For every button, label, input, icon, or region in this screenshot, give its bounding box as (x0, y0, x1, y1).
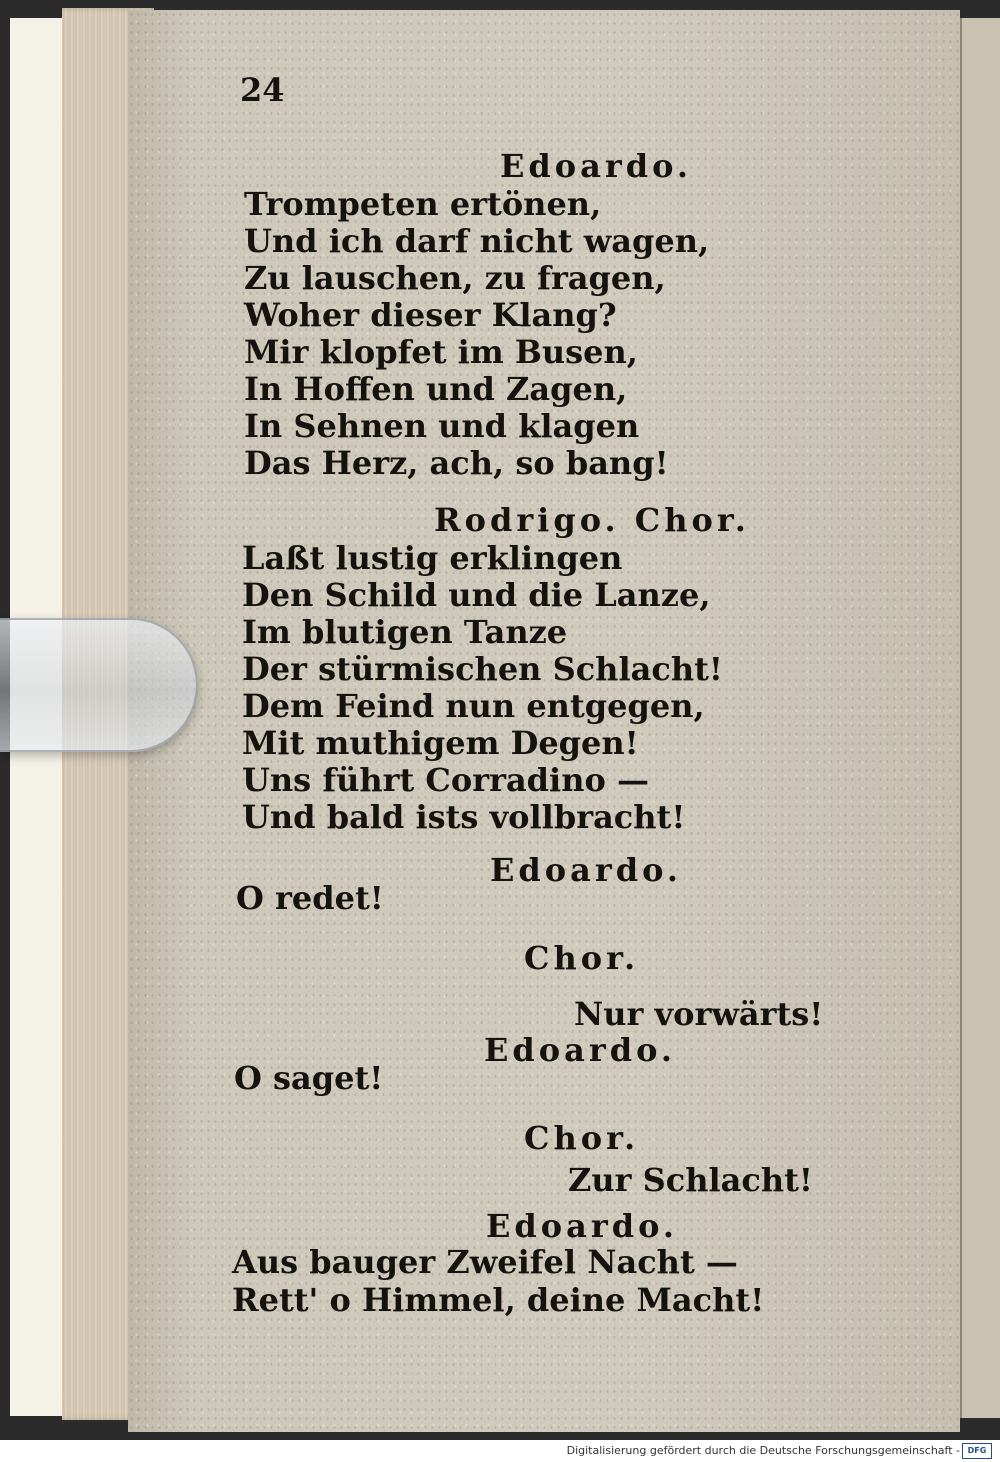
verse-line: Trompeten ertönen, (244, 185, 602, 223)
speaker-label: Edoardo. (484, 1031, 676, 1069)
verse-line: Mit muthigem Degen! (242, 724, 639, 762)
speaker-label: Chor. (524, 1119, 640, 1157)
verse-line: In Sehnen und klagen (244, 407, 640, 445)
verse-line: Aus bauger Zweifel Nacht — (232, 1243, 738, 1281)
page-clip (0, 618, 198, 752)
verse-line: Im blutigen Tanze (242, 613, 568, 651)
verse-line: Und ich darf nicht wagen, (244, 222, 710, 260)
verse-line: Zur Schlacht! (568, 1161, 813, 1199)
verse-line: In Hoffen und Zagen, (244, 370, 628, 408)
verse-line: Rett' o Himmel, deine Macht! (232, 1281, 765, 1319)
speaker-label: Rodrigo. Chor. (434, 501, 750, 539)
funding-note: Digitalisierung gefördert durch die Deutsche Forschungsgemeinschaft - (566, 1444, 960, 1457)
verse-line: O saget! (234, 1059, 384, 1097)
verse-line: Laßt lustig erklingen (242, 539, 623, 577)
speaker-label: Chor. (524, 939, 640, 977)
speaker-label: Edoardo. (500, 147, 692, 185)
verse-line: Zu lauschen, zu fragen, (244, 259, 666, 297)
verse-line: Nur vorwärts! (574, 995, 824, 1033)
verse-line: Das Herz, ach, so bang! (244, 444, 669, 482)
footer-bar (0, 1440, 1000, 1462)
speaker-label: Edoardo. (486, 1207, 678, 1245)
verse-line: O redet! (236, 879, 384, 917)
dfg-logo-icon: DFG (962, 1443, 992, 1459)
speaker-label: Edoardo. (490, 851, 682, 889)
verse-line: Den Schild und die Lanze, (242, 576, 711, 614)
verse-line: Und bald ists vollbracht! (242, 798, 686, 836)
verse-line: Dem Feind nun entgegen, (242, 687, 705, 725)
book-page (128, 10, 960, 1432)
page-number: 24 (240, 71, 285, 109)
verse-line: Mir klopfet im Busen, (244, 333, 638, 371)
next-page-edge (960, 18, 1000, 1418)
verse-line: Uns führt Corradino — (242, 761, 649, 799)
verse-line: Woher dieser Klang? (244, 296, 617, 334)
verse-line: Der stürmischen Schlacht! (242, 650, 723, 688)
